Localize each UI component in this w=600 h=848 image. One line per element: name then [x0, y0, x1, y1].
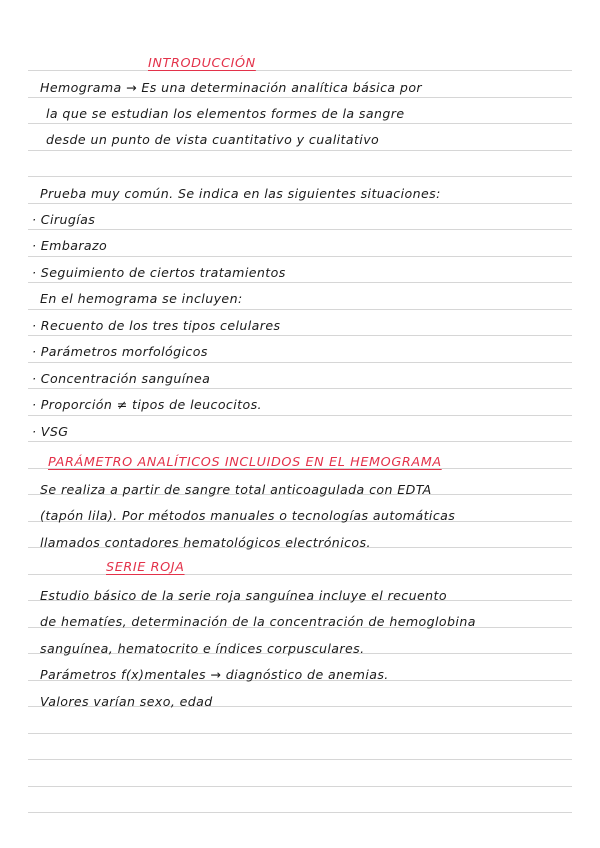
list-item: · Concentración sanguínea — [32, 371, 211, 386]
list-item: · Cirugías — [32, 212, 96, 227]
text-line: Valores varían sexo, edad — [40, 694, 213, 709]
text-line: (tapón lila). Por métodos manuales o tecnologías automáticas — [40, 508, 456, 523]
list-item: · Seguimiento de ciertos tratamientos — [32, 265, 286, 280]
ruled-line — [28, 812, 572, 813]
ruled-line — [28, 256, 572, 257]
text-line: Prueba muy común. Se indica en las siguientes situaciones: — [40, 186, 441, 201]
list-item: · VSG — [32, 424, 69, 439]
text-line: Se realiza a partir de sangre total anticoagulada con EDTA — [40, 482, 432, 497]
ruled-line — [28, 229, 572, 230]
text-line: de hematíes, determinación de la concentración de hemoglobina — [40, 614, 476, 629]
heading-parametros: PARÁMETRO ANALÍTICOS INCLUIDOS EN EL HEMOGRAMA — [48, 455, 442, 470]
ruled-line — [28, 176, 572, 177]
text-line: la que se estudian los elementos formes de la sangre — [46, 106, 405, 121]
ruled-line — [28, 415, 572, 416]
list-item: · Embarazo — [32, 238, 108, 253]
list-item: · Parámetros morfológicos — [32, 344, 208, 359]
ruled-line — [28, 309, 572, 310]
text-line: Hemograma → Es una determinación analítica básica por — [40, 80, 423, 95]
ruled-line — [28, 335, 572, 336]
ruled-line — [28, 70, 572, 71]
list-item: · Recuento de los tres tipos celulares — [32, 318, 281, 333]
list-item: · Proporción ≠ tipos de leucocitos. — [32, 397, 262, 412]
ruled-line — [28, 362, 572, 363]
text-line: llamados contadores hematológicos electrónicos. — [40, 535, 371, 550]
ruled-line — [28, 441, 572, 442]
text-line: Parámetros f(x)mentales → diagnóstico de anemias. — [40, 667, 389, 682]
heading-serie-roja: SERIE ROJA — [106, 560, 185, 575]
text-line: En el hemograma se incluyen: — [40, 291, 243, 306]
ruled-line — [28, 388, 572, 389]
ruled-line — [28, 733, 572, 734]
ruled-line — [28, 123, 572, 124]
ruled-line — [28, 203, 572, 204]
ruled-line — [28, 282, 572, 283]
ruled-line — [28, 97, 572, 98]
text-line: sanguínea, hematocrito e índices corpusculares. — [40, 641, 365, 656]
text-line: Estudio básico de la serie roja sanguínea incluye el recuento — [40, 588, 447, 603]
ruled-line — [28, 150, 572, 151]
heading-introduccion: INTRODUCCIÓN — [148, 56, 256, 71]
text-line: desde un punto de vista cuantitativo y cualitativo — [46, 132, 380, 147]
ruled-line — [28, 786, 572, 787]
ruled-line — [28, 759, 572, 760]
